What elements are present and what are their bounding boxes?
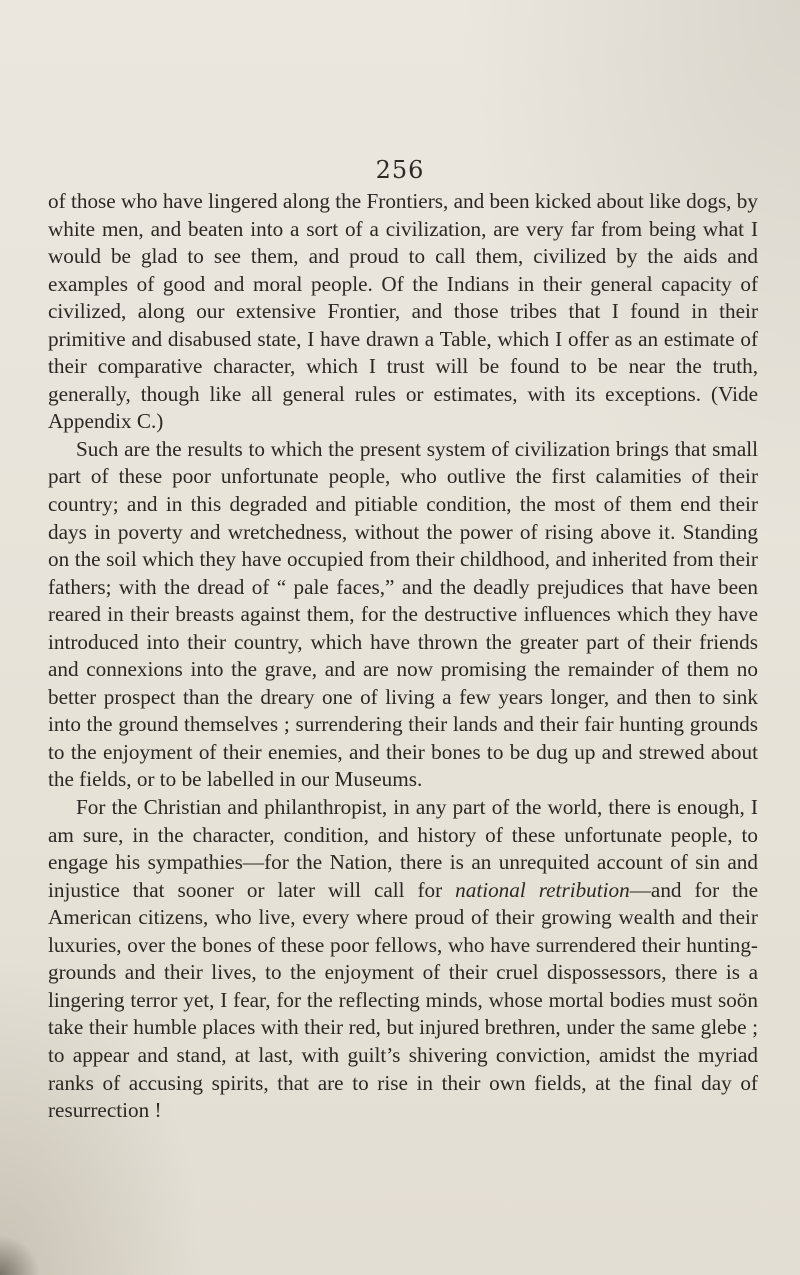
paragraph-3-part-2: —and for the American citizens, who live, every where proud of their growing wealth and their luxuries, over the bones of these poor fellows, who have surrendered their hunting-grounds and their lives, to the enjoyment of their cruel dispossessors, there is a lingering terror yet, I fear, for the reflecting minds, whose mortal bodies must soön take their humble places with their red, but injured brethren, under the same glebe ; to appear and stand, at last, with guilt’s shivering conviction, amidst the myriad ranks of accusing spirits, that are to rise in their own fields, at the final day of resurrection ! (48, 877, 758, 1123)
paragraph-3 (48, 794, 758, 1125)
paragraph-3-italic: national retribution (455, 877, 630, 902)
paragraph-1: of those who have lingered along the Frontiers, and been kicked about like dogs, by white men, and beaten into a sort of a civilization, are very far from being what I would be glad to see them, and proud to call them, civilized by the aids and examples of good and moral people. Of the Indians in their general capacity of civilized, along our extensive Frontier, and those tribes that I found in their primitive and disabused state, I have drawn a Table, which I offer as an estimate of their comparative character, which I trust will be found to be near the truth, generally, though like all general rules or estimates, with its exceptions. (Vide Appendix C.) (48, 189, 758, 434)
paragraph-3-part-1: For the Christian and philanthropist, in any part of the world, there is enough, I am sure, in the character, condition, and history of these unfortunate people, to engage his sympathies—for the Nation, there is an unrequited account of sin and injustice that sooner or later will call for (48, 795, 758, 902)
page-number: 256 (375, 156, 425, 184)
page-corner-shadow (0, 1235, 40, 1275)
body-text (48, 188, 758, 1125)
paragraph-2: Such are the results to which the present system of civilization brings that small part of these poor unfortunate people, who outlive the first calamities of their country; and in this degraded and pitiable condition, the most of them end their days in poverty and wretchedness, without the power of rising above it. Standing on the soil which they have occupied from their childhood, and inherited from their fathers; with the dread of “ pale faces,” and the deadly prejudices that have been reared in their breasts against them, for the destructive influences which they have introduced into their country, which have thrown the greater part of their friends and connexions into the grave, and are now promising the remainder of them no better prospect than the dreary one of living a few years longer, and then to sink into the ground themselves ; surrendering their lands and their fair hunting grounds to the enjoyment of their enemies, and their bones to be dug up and strewed about the fields, or to be labelled in our Museums. (48, 436, 758, 792)
